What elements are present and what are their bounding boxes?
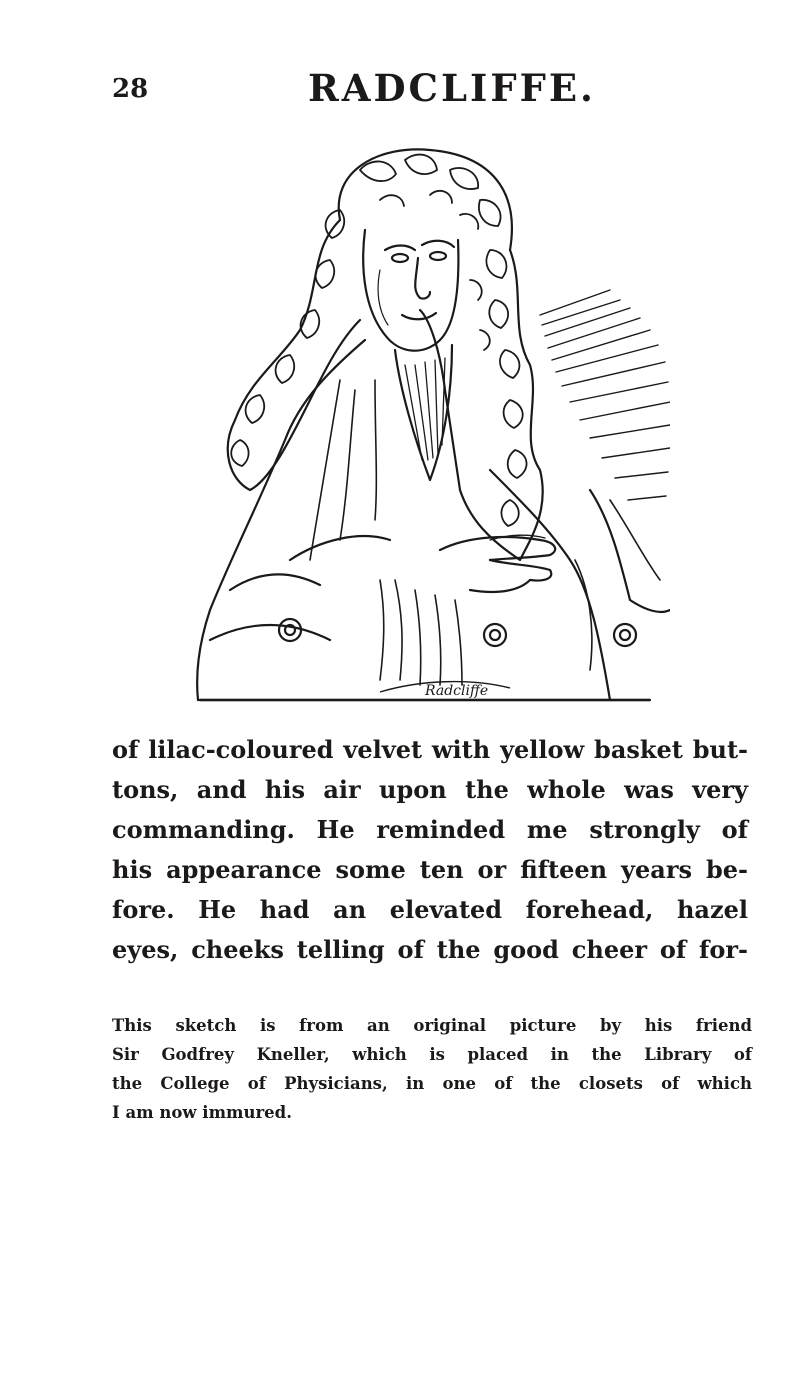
body-paragraph <box>112 730 748 970</box>
page-number: 28 <box>112 74 149 104</box>
text-line: eyes, cheeks telling of the good cheer of for- <box>112 935 748 964</box>
footnote-line: Sir Godfrey Kneller, which is placed in the Library of <box>112 1045 752 1064</box>
background-hatching <box>540 290 670 500</box>
running-title: RADCLIFFE. <box>308 66 596 110</box>
text-line: his appearance some ten or fifteen years be- <box>112 855 748 884</box>
portrait-illustration <box>190 140 670 720</box>
text-line: of lilac-coloured velvet with yellow basket but- <box>112 735 748 764</box>
footnote-line: the College of Physicians, in one of the closets of which <box>112 1074 752 1093</box>
wig-curls <box>231 155 526 526</box>
footnote-line: I am now immured. <box>112 1103 292 1122</box>
plate-signature: Radcliffe <box>425 683 489 699</box>
portrait-engraving-icon <box>190 140 670 720</box>
text-line: fore. He had an elevated forehead, hazel <box>112 895 748 924</box>
running-head <box>112 66 712 116</box>
footnote-line: This sketch is from an original picture by his friend <box>112 1016 752 1035</box>
footnote <box>112 1011 752 1127</box>
text-line: tons, and his air upon the whole was very <box>112 775 748 804</box>
text-line: commanding. He reminded me strongly of <box>112 815 748 844</box>
